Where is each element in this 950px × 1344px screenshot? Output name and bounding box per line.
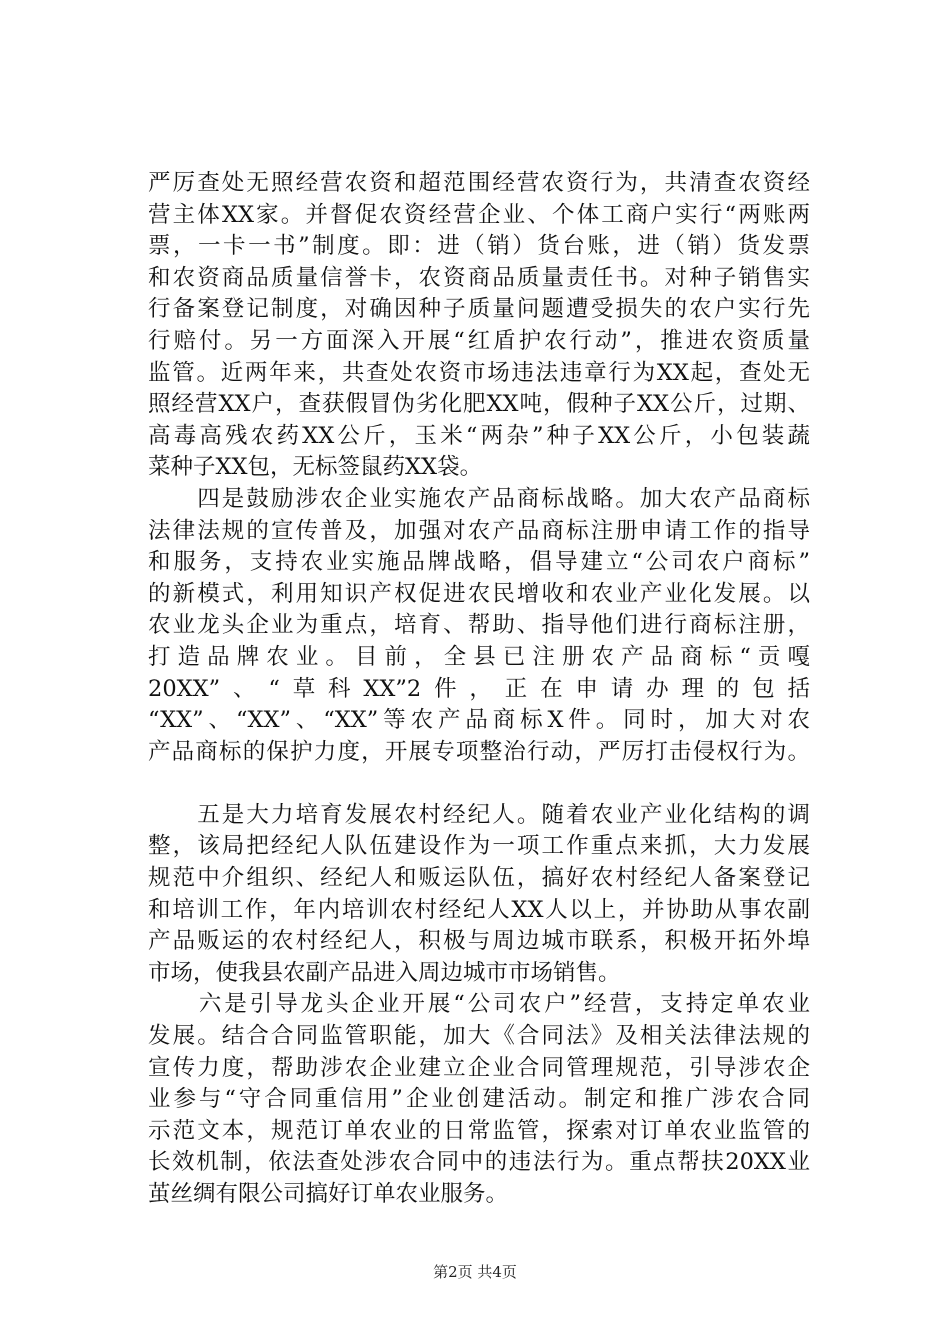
page-number-label: 第2页 共4页	[433, 1263, 517, 1281]
text-line: 行备案登记制度，对确因种子质量问题遭受损失的农户实行先	[148, 296, 810, 323]
text-line: 的新模式，利用知识产权促进农民增收和农业产业化发展。以	[148, 580, 810, 607]
text-line: 市场，使我县农副产品进入周边城市市场销售。	[148, 959, 621, 986]
text-line: 20XX”、“草科XX”2件，正在申请办理的包括	[148, 675, 810, 702]
text-line: 发展。结合合同监管职能，加大《合同法》及相关法律法规的	[148, 1023, 810, 1050]
text-line: 业参与“守合同重信用”企业创建活动。制定和推广涉农合同	[148, 1086, 810, 1113]
text-line: 打造品牌农业。目前，全县已注册农产品商标“贡嘎	[148, 643, 810, 670]
text-line: 示范文本，规范订单农业的日常监管，探索对订单农业监管的	[148, 1117, 810, 1144]
paragraph-continuation	[148, 168, 810, 484]
text-line: 菜种子XX包，无标签鼠药XX袋。	[148, 454, 483, 481]
paragraph-order-farming	[148, 989, 810, 1210]
text-line: 整，该局把经纪人队伍建设作为一项工作重点来抓，大力发展	[148, 833, 810, 860]
text-line: 高毒高残农药XX公斤，玉米“两杂”种子XX公斤，小包装蔬	[148, 422, 810, 449]
text-line: 规范中介组织、经纪人和贩运队伍，搞好农村经纪人备案登记	[148, 865, 810, 892]
text-line: 和农资商品质量信誉卡，农资商品质量责任书。对种子销售实	[148, 264, 810, 291]
text-line: 照经营XX户，查获假冒伪劣化肥XX吨，假种子XX公斤，过期、	[148, 391, 810, 418]
text-line: 六是引导龙头企业开展“公司农户”经营，支持定单农业	[148, 991, 810, 1018]
text-line: 五是大力培育发展农村经纪人。随着农业产业化结构的调	[148, 801, 810, 828]
text-line: “XX”、“XX”、“XX”等农产品商标X件。同时，加大对农	[148, 707, 810, 734]
text-line: 和培训工作，年内培训农村经纪人XX人以上，并协助从事农副	[148, 896, 810, 923]
paragraph-spacer	[148, 768, 810, 800]
text-line: 农业龙头企业为重点，培育、帮助、指导他们进行商标注册，	[148, 612, 810, 639]
text-line: 产品贩运的农村经纪人，积极与周边城市联系，积极开拓外埠	[148, 928, 810, 955]
paragraph-rural-brokers	[148, 800, 810, 990]
text-line: 法律法规的宣传普及，加强对农产品商标注册申请工作的指导	[148, 517, 810, 544]
text-line: 监管。近两年来，共查处农资市场违法违章行为XX起，查处无	[148, 359, 810, 386]
text-line: 茧丝绸有限公司搞好订单农业服务。	[148, 1181, 509, 1207]
text-line: 宣传力度，帮助涉农企业建立企业合同管理规范，引导涉农企	[148, 1054, 810, 1081]
text-line: 产品商标的保护力度，开展专项整治行动，严厉打击侵权行为。	[148, 738, 810, 765]
paragraph-trademark-strategy	[148, 484, 810, 768]
text-line: 和服务，支持农业实施品牌战略，倡导建立“公司农户商标”	[148, 549, 810, 576]
document-body	[148, 168, 810, 1211]
text-line: 长效机制，依法查处涉农合同中的违法行为。重点帮扶20XX业	[148, 1149, 810, 1176]
text-line: 四是鼓励涉农企业实施农产品商标战略。加大农产品商标	[148, 485, 810, 512]
page-footer	[0, 1262, 950, 1282]
text-line: 营主体XX家。并督促农资经营企业、个体工商户实行“两账两	[148, 201, 810, 228]
text-line: 行赔付。另一方面深入开展“红盾护农行动”，推进农资质量	[148, 327, 810, 354]
text-line: 严厉查处无照经营农资和超范围经营农资行为，共清查农资经	[148, 170, 810, 196]
text-line: 票，一卡一书”制度。即：进（销）货台账，进（销）货发票	[148, 233, 810, 260]
